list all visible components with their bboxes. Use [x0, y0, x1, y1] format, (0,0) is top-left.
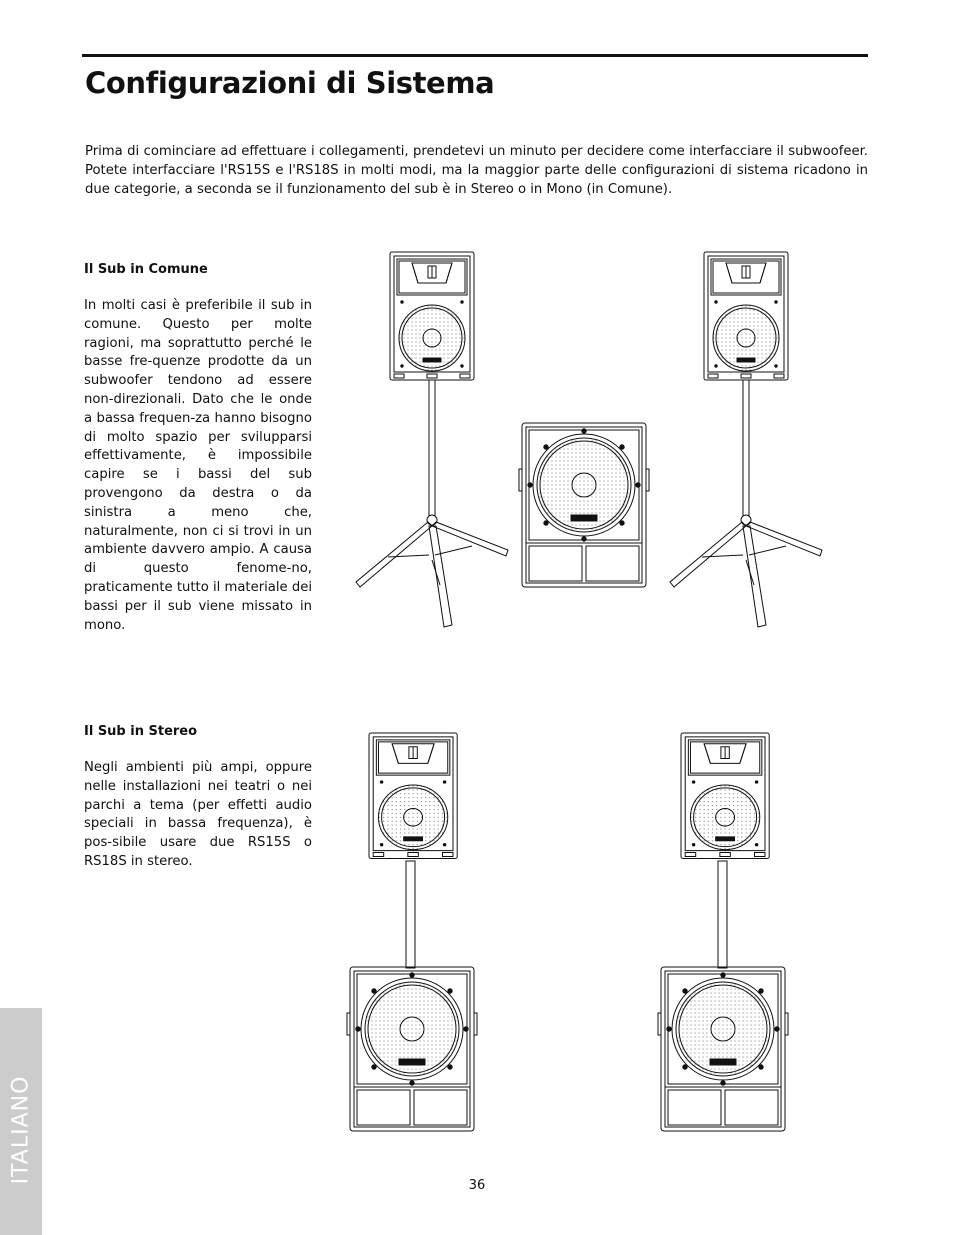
section-heading: Il Sub in Stereo: [84, 724, 198, 739]
language-label: ITALIANO: [8, 1075, 34, 1185]
page-number: 36: [468, 1178, 486, 1193]
stereo-right-subwoofer: [658, 967, 788, 1131]
page-title: Configurazioni di Sistema: [85, 66, 495, 100]
right-tripod-stand: [670, 380, 822, 627]
section-body: Negli ambienti più ampi, oppure nelle installazioni nei teatri o nei parchi a tema (per effetti audio speciali in bassa frequenza), è pos-sibile usare due RS15S o RS18S in stereo.: [84, 760, 312, 869]
stereo-left-top-speaker: [369, 733, 457, 858]
stereo-right-pole: [718, 861, 727, 968]
left-tripod-stand: [356, 380, 508, 627]
stereo-left-subwoofer: [347, 967, 477, 1131]
intro-paragraph: Prima di cominciare ad effettuare i collegamenti, prendetevi un minuto per decidere come interfacciare il subwoofeer. Potete interfacciare l'RS15S e l'RS18S in molti modi, ma la maggior parte delle configurazioni di sistema ricadono in due categorie, a seconda se il funzionamento del sub è in Stereo o in Mono (in Comune).: [85, 144, 868, 197]
center-subwoofer: [519, 423, 649, 587]
language-side-tab: [0, 1008, 42, 1235]
section-body: In molti casi è preferibile il sub in comune. Questo per molte ragioni, ma soprattutto perché le basse fre-quenze prodotte da un subwoofer tendono ad essere non-direzionali. Dato che le onde a bassa frequen-za hanno bisogno di molto spazio per svilupparsi effettivamente, è impossibile capire se i bassi del sub provengono da destra o da sinistra a meno che, naturalmente, non ci si trovi in un ambiente davvero ampio. A causa di questo fenome-no, praticamente tutto il materiale dei bassi per il sub viene missato in mono.: [84, 298, 312, 633]
section-heading: Il Sub in Comune: [84, 262, 208, 277]
left-top-speaker: [390, 252, 474, 380]
stereo-left-pole: [406, 861, 415, 968]
right-top-speaker: [704, 252, 788, 380]
stereo-right-top-speaker: [681, 733, 769, 858]
